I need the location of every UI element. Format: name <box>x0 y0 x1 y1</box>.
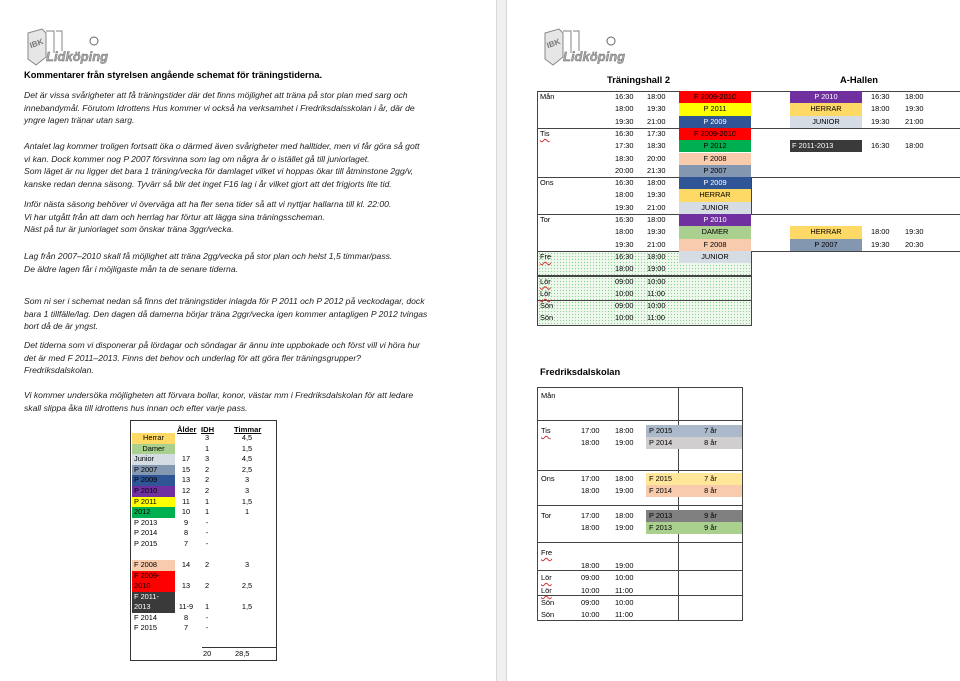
team-slot: P 2012 <box>679 140 751 152</box>
start-time: 10:00 <box>615 313 634 323</box>
legend-hours: 1 <box>244 507 250 517</box>
a-hallen-end-time: 21:00 <box>905 116 924 126</box>
paragraph <box>24 140 420 190</box>
end-time: 21:00 <box>647 116 666 126</box>
legend-hours: 4,5 <box>241 454 253 464</box>
paragraph-line: Vi har utgått från att dam och herrlag har förtur att lägga sina träningsscheman. <box>24 211 325 222</box>
a-hallen-team-slot: F 2011-2013 <box>790 140 862 152</box>
legend-row <box>132 486 275 497</box>
legend-age: 10 <box>181 507 191 517</box>
schedule-row <box>537 288 960 300</box>
end-time: 18:00 <box>615 426 634 435</box>
legend-header-hours: Timmar <box>234 425 262 434</box>
legend-idh: 2 <box>204 581 210 591</box>
day-label: Lör <box>540 288 551 298</box>
start-time: 10:00 <box>615 288 634 298</box>
legend-hours: 2,5 <box>241 464 253 474</box>
document-title: Kommentarer från styrelsen angående schemat för träningstiderna. <box>24 70 323 80</box>
end-time: 20:00 <box>647 153 666 163</box>
legend-team-name: Junior <box>132 454 175 465</box>
paragraph-line: Det tiderna som vi disponerar på lördagar och söndagar är ännu inte uppbokade och först vill vi höra hur <box>24 340 421 350</box>
a-hallen-start-time: 19:30 <box>871 239 890 249</box>
a-hallen-start-time: 16:30 <box>871 92 890 101</box>
end-time: 19:00 <box>615 523 634 532</box>
day-label: Mån <box>540 92 555 101</box>
legend-idh: 3 <box>204 433 210 442</box>
page-gutter <box>496 0 507 681</box>
start-time: 16:30 <box>615 215 634 224</box>
paragraph-line: det är med F 2011–2013. Finns det behov och underlag för att göra fler träningsgrupper? <box>24 352 361 363</box>
legend-age: 11 <box>182 496 190 506</box>
paragraph <box>24 339 420 377</box>
document-page-2 <box>507 0 960 681</box>
a-hallen-team-slot: HERRAR <box>790 226 862 238</box>
team-slot: P 2009 <box>679 116 751 128</box>
legend-row <box>132 592 275 613</box>
day-label: Lör <box>540 276 551 286</box>
paragraph <box>24 295 427 333</box>
fredriksdal-row <box>538 547 742 559</box>
legend-team-name-line: F 2009- <box>134 570 160 580</box>
day-label: Ons <box>540 178 554 188</box>
team-slot: P 2011 <box>679 103 751 115</box>
svg-text:IBK: IBK <box>545 36 562 51</box>
fredriksdal-row <box>538 609 742 621</box>
a-hallen-start-time: 18:00 <box>871 104 890 114</box>
legend-row <box>132 444 275 455</box>
end-time: 21:30 <box>647 165 666 175</box>
day-label: Fre <box>541 548 553 557</box>
legend-team-name: P 2011 <box>132 497 175 508</box>
schedule-row <box>537 300 960 312</box>
legend-idh: - <box>205 539 209 548</box>
end-time: 18:00 <box>647 178 666 188</box>
legend-row <box>132 433 275 444</box>
start-time: 10:00 <box>581 586 600 595</box>
end-time: 18:00 <box>615 511 634 520</box>
legend-age: 13 <box>181 475 191 485</box>
legend-age: 8 <box>183 612 189 622</box>
age-label: 8 år <box>679 437 742 449</box>
start-time: 17:00 <box>581 474 600 483</box>
day-label: Fre <box>540 251 552 261</box>
fredriksdal-row <box>538 522 742 534</box>
schedule-row <box>537 140 960 152</box>
fredriksdalskolan-schedule <box>537 387 743 621</box>
end-time: 10:00 <box>615 598 634 607</box>
end-time: 19:30 <box>647 190 666 200</box>
legend-age: 15 <box>181 464 191 474</box>
start-time: 17:00 <box>581 511 600 520</box>
start-time: 20:00 <box>615 165 634 175</box>
legend-team-name: P 2013 <box>134 517 158 527</box>
row-divider <box>538 542 742 543</box>
a-hallen-end-time: 20:30 <box>905 239 924 249</box>
a-hallen-team-slot: P 2010 <box>790 91 862 103</box>
end-time: 18:00 <box>615 474 634 483</box>
team-slot: HERRAR <box>679 189 751 201</box>
start-time: 18:00 <box>615 264 634 274</box>
end-time: 21:00 <box>647 202 666 212</box>
paragraph <box>24 389 413 414</box>
legend-header-idh: IDH <box>201 425 215 434</box>
schedule-row <box>537 214 960 226</box>
paragraph-line: Antalet lag kommer troligen fortsatt öka o därmed även svårigheter med halltider, men vi får göra så gott <box>24 141 420 151</box>
paragraph-line: innebandymål. Förutom Idrottens Hus kommer vi också ha verksamhet i Fredriksdalsskolan i år, där de <box>24 102 415 113</box>
start-time: 17:30 <box>615 141 634 151</box>
day-label: Ons <box>541 474 555 483</box>
legend-team-name: P 2010 <box>132 486 175 497</box>
legend-age: 12 <box>181 486 191 495</box>
paragraph-line: Näst på tur är juniorlaget som önskar träna 3ggr/vecka. <box>24 224 234 235</box>
legend-idh: 1 <box>204 496 210 506</box>
end-time: 18:00 <box>647 251 666 261</box>
schedule-row <box>537 103 960 115</box>
legend-team-name: P 2014 <box>134 528 158 538</box>
team-slot: F 2014 <box>646 485 679 497</box>
a-hallen-team-slot: JUNIOR <box>790 116 862 128</box>
legend-age: 9 <box>183 517 189 527</box>
schedule-row <box>537 116 960 128</box>
start-time: 19:30 <box>615 116 634 126</box>
legend-row <box>132 454 275 465</box>
legend-idh: 2 <box>204 464 210 474</box>
row-divider <box>538 470 742 471</box>
day-label: Mån <box>541 391 556 400</box>
legend-idh: 2 <box>204 475 210 485</box>
legend-idh: 1 <box>204 507 210 517</box>
team-slot: P 2010 <box>679 214 751 226</box>
start-time: 16:30 <box>615 178 634 188</box>
a-hallen-start-time: 16:30 <box>871 141 890 151</box>
legend-row <box>132 465 275 476</box>
age-label: 9 år <box>679 510 742 522</box>
a-hallen-end-time: 19:30 <box>905 227 924 237</box>
paragraph-line: Vi kommer undersöka möjligheten att förvara bollar, konor, västar mm i Fredriksdalskolan för att ledare <box>24 390 414 400</box>
day-label: Sön <box>540 313 554 323</box>
team-legend-table <box>130 420 277 661</box>
legend-team-name: F 2008 <box>132 560 175 571</box>
legend-age: 7 <box>183 539 189 548</box>
start-time: 09:00 <box>581 573 600 582</box>
end-time: 18:00 <box>647 92 666 101</box>
paragraph-line: bort då de är yngst. <box>24 321 99 332</box>
legend-idh: 2 <box>204 560 210 570</box>
schedule-row <box>537 91 960 103</box>
start-time: 16:30 <box>615 92 634 101</box>
svg-text:Lidköping: Lidköping <box>46 49 109 64</box>
legend-team-name: P 2007 <box>132 465 175 476</box>
legend-team-name-line: F 2011- <box>134 591 159 601</box>
paragraph <box>24 250 392 275</box>
start-time: 09:00 <box>581 598 600 607</box>
fredriksdal-row <box>538 510 742 522</box>
team-slot: F 2008 <box>679 239 751 251</box>
legend-hours: 3 <box>244 475 250 485</box>
day-label: Sön <box>541 598 555 607</box>
a-hallen-end-time: 18:00 <box>905 141 924 151</box>
legend-age: 14 <box>181 560 191 570</box>
schedule-row <box>537 251 960 263</box>
legend-idh: - <box>205 612 209 622</box>
end-time: 19:00 <box>615 438 634 447</box>
age-label: 9 år <box>679 522 742 534</box>
schedule-row <box>537 226 960 238</box>
paragraph-line: Inför nästa säsong behöver vi överväga att ha fler sena tider så att vi nyttjar hallarna till kl. 22:00. <box>24 199 392 209</box>
legend-age: 17 <box>181 454 191 464</box>
legend-hours: 3 <box>244 486 250 495</box>
start-time: 18:30 <box>615 153 634 163</box>
start-time: 18:00 <box>581 523 600 532</box>
start-time: 10:00 <box>581 610 600 619</box>
end-time: 11:00 <box>647 288 665 298</box>
legend-idh: 3 <box>204 454 210 464</box>
end-time: 18:00 <box>647 215 666 224</box>
paragraph-line: Lag från 2007–2010 skall få möjlighet att träna 2gg/vecka på stor plan och helst 1,5 timmar/pass. <box>24 251 393 261</box>
legend-row <box>132 560 275 571</box>
end-time: 18:30 <box>647 141 666 151</box>
fredriksdal-row <box>538 390 742 402</box>
end-time: 11:00 <box>647 313 665 323</box>
day-label: Lör <box>541 573 552 582</box>
fredriksdalskolan-title: Fredriksdalskolan <box>540 366 621 377</box>
start-time: 16:30 <box>615 251 634 261</box>
legend-row <box>132 613 275 624</box>
legend-hours: 2,5 <box>241 581 253 591</box>
a-hallen-team-slot: P 2007 <box>790 239 862 251</box>
legend-row <box>132 475 275 486</box>
row-divider <box>538 505 742 506</box>
legend-row <box>132 497 275 508</box>
ibk-lidkoping-logo <box>541 27 633 67</box>
schedule-row <box>537 177 960 189</box>
legend-hours: 3 <box>244 560 250 570</box>
paragraph-line: skall slippa åka till idrottens hus innan och efter varje pass. <box>24 402 248 413</box>
paragraph-line: vi kan. Dock kommer nog P 2007 försvinna som lag om några år o istället gå till juniorlaget. <box>24 153 370 164</box>
end-time: 19:00 <box>615 486 634 495</box>
end-time: 10:00 <box>647 301 666 311</box>
fredriksdal-row <box>538 485 742 497</box>
day-label: Tis <box>540 128 550 138</box>
legend-team-name-line: 2013 <box>134 602 151 612</box>
day-label: Lör <box>541 586 552 595</box>
legend-team-name <box>132 571 175 592</box>
fredriksdal-row <box>538 597 742 609</box>
start-time: 18:00 <box>615 104 634 114</box>
team-slot: P 2013 <box>646 510 679 522</box>
end-time: 10:00 <box>647 276 666 286</box>
legend-team-name: F 2015 <box>134 623 158 633</box>
schedule-row <box>537 202 960 214</box>
legend-idh: 1 <box>204 443 210 453</box>
end-time: 11:00 <box>615 610 633 619</box>
team-slot: P 2009 <box>679 177 751 189</box>
legend-hours: 1,5 <box>241 443 253 453</box>
fredriksdal-row <box>538 585 742 597</box>
legend-team-name: F 2014 <box>134 612 158 622</box>
team-slot: P 2007 <box>679 165 751 177</box>
legend-total-divider <box>202 647 276 648</box>
schedule-row <box>537 263 960 275</box>
start-time: 18:00 <box>581 486 600 495</box>
svg-text:Lidköping: Lidköping <box>563 49 626 64</box>
a-hallen-title: A-Hallen <box>840 74 879 85</box>
end-time: 17:30 <box>647 128 666 138</box>
schedule-row <box>537 165 960 177</box>
team-slot: F 2009-2010 <box>679 91 751 103</box>
end-time: 19:30 <box>647 227 666 237</box>
paragraph-line: Det är vissa svårigheter att få träningstider där det finns möjlighet att träna på stor plan med sarg och <box>24 90 408 100</box>
a-hallen-start-time: 18:00 <box>871 227 890 237</box>
team-slot: JUNIOR <box>679 202 751 214</box>
legend-row <box>132 623 275 634</box>
legend-hours: 1,5 <box>241 602 253 612</box>
legend-idh: 1 <box>204 602 210 612</box>
legend-team-name: P 2015 <box>134 539 158 548</box>
legend-age: 8 <box>183 528 189 538</box>
legend-idh: - <box>205 528 209 538</box>
schedule-row <box>537 189 960 201</box>
team-slot: P 2015 <box>646 425 679 437</box>
start-time: 16:30 <box>615 128 634 138</box>
legend-team-name: P 2009 <box>132 475 175 486</box>
legend-idh: - <box>205 623 209 633</box>
legend-row <box>132 571 275 592</box>
legend-age: 11-9 <box>178 602 194 612</box>
schedule-row <box>537 276 960 288</box>
traningshall-2-title: Träningshall 2 <box>607 74 671 85</box>
legend-age: 7 <box>183 623 189 633</box>
paragraph-line: kanske redan denna säsong. Tyvärr så blir det inget F16 lag i år vilket gjort att det frigjorts lite tid. <box>24 178 392 189</box>
legend-team-name-line: 2010 <box>134 581 151 591</box>
end-time: 19:00 <box>615 561 634 570</box>
day-label: Tor <box>540 215 551 224</box>
day-label: Tor <box>541 511 552 520</box>
paragraph-line: De äldre lagen får i möjligaste mån ta de senare tiderna. <box>24 263 239 274</box>
legend-header-age: Ålder <box>177 425 197 434</box>
start-time: 19:30 <box>615 239 634 249</box>
legend-team-name: 2012 <box>132 507 175 518</box>
end-time: 10:00 <box>615 573 634 582</box>
fredriksdal-row <box>538 425 742 437</box>
legend-total-idh: 20 <box>203 649 212 658</box>
training-schedule <box>537 91 960 337</box>
a-hallen-team-slot: HERRAR <box>790 103 862 115</box>
schedule-row <box>537 153 960 165</box>
paragraph-line: Som ni ser i schemat nedan så finns det träningstider inlagda för P 2011 och P 2012 på veckodagar, dock <box>24 296 425 306</box>
legend-row <box>132 528 275 539</box>
legend-row <box>132 539 275 550</box>
age-label: 7 år <box>679 425 742 437</box>
legend-hours: 1,5 <box>241 496 253 506</box>
start-time: 09:00 <box>615 301 634 311</box>
a-hallen-start-time: 19:30 <box>871 116 890 126</box>
legend-idh: - <box>205 517 209 527</box>
fredriksdal-row <box>538 560 742 572</box>
legend-total-hours: 28,5 <box>235 649 250 658</box>
legend-hours: 4,5 <box>241 433 253 442</box>
team-slot: P 2014 <box>646 437 679 449</box>
legend-idh: 2 <box>204 486 210 495</box>
team-slot: F 2009-2010 <box>679 128 751 140</box>
schedule-row <box>537 312 960 324</box>
fredriksdal-row <box>538 473 742 485</box>
end-time: 11:00 <box>615 586 633 595</box>
legend-age: 13 <box>181 581 191 591</box>
schedule-row <box>537 239 960 251</box>
start-time: 19:30 <box>615 202 634 212</box>
fredriksdal-row <box>538 572 742 584</box>
end-time: 21:00 <box>647 239 666 249</box>
day-label: Sön <box>541 610 555 619</box>
paragraph-line: Som läget är nu ligger det bara 1 träning/vecka för damlaget vilket vi hoppas ökar till åtminstone 2gg/v, <box>24 166 414 177</box>
paragraph-line: bara 1 tillfälle/lag. Den dagen då damerna börjar träna 2ggr/vecka igen kommer antagligen P 2012 tvingas <box>24 308 428 319</box>
paragraph-line: yngre lagen tränar utan sarg. <box>24 115 135 126</box>
schedule-row <box>537 128 960 140</box>
legend-row <box>132 507 275 518</box>
day-label: Sön <box>540 301 554 311</box>
team-slot: F 2015 <box>646 473 679 485</box>
age-label: 8 år <box>679 485 742 497</box>
ibk-lidkoping-logo <box>24 27 116 67</box>
team-slot: F 2013 <box>646 522 679 534</box>
start-time: 18:00 <box>581 561 600 570</box>
start-time: 17:00 <box>581 426 600 435</box>
start-time: 18:00 <box>615 190 634 200</box>
svg-text:IBK: IBK <box>28 36 45 51</box>
legend-team-name: Damer <box>132 444 175 455</box>
legend-row <box>132 518 275 529</box>
row-divider <box>538 420 742 421</box>
a-hallen-end-time: 18:00 <box>905 92 924 101</box>
paragraph-line: Fredriksdalskolan. <box>24 365 94 376</box>
start-time: 09:00 <box>615 276 634 286</box>
end-time: 19:00 <box>647 264 666 274</box>
paragraph <box>24 198 391 236</box>
legend-team-name: Herrar <box>132 433 175 444</box>
legend-team-name <box>132 592 175 613</box>
a-hallen-end-time: 19:30 <box>905 104 924 114</box>
paragraph <box>24 89 415 127</box>
end-time: 19:30 <box>647 104 666 114</box>
day-label: Tis <box>541 426 551 435</box>
fredriksdal-row <box>538 437 742 449</box>
start-time: 18:00 <box>615 227 634 237</box>
team-slot: JUNIOR <box>679 251 751 263</box>
start-time: 18:00 <box>581 438 600 447</box>
team-slot: F 2008 <box>679 153 751 165</box>
team-slot: DAMER <box>679 226 751 238</box>
age-label: 7 år <box>679 473 742 485</box>
